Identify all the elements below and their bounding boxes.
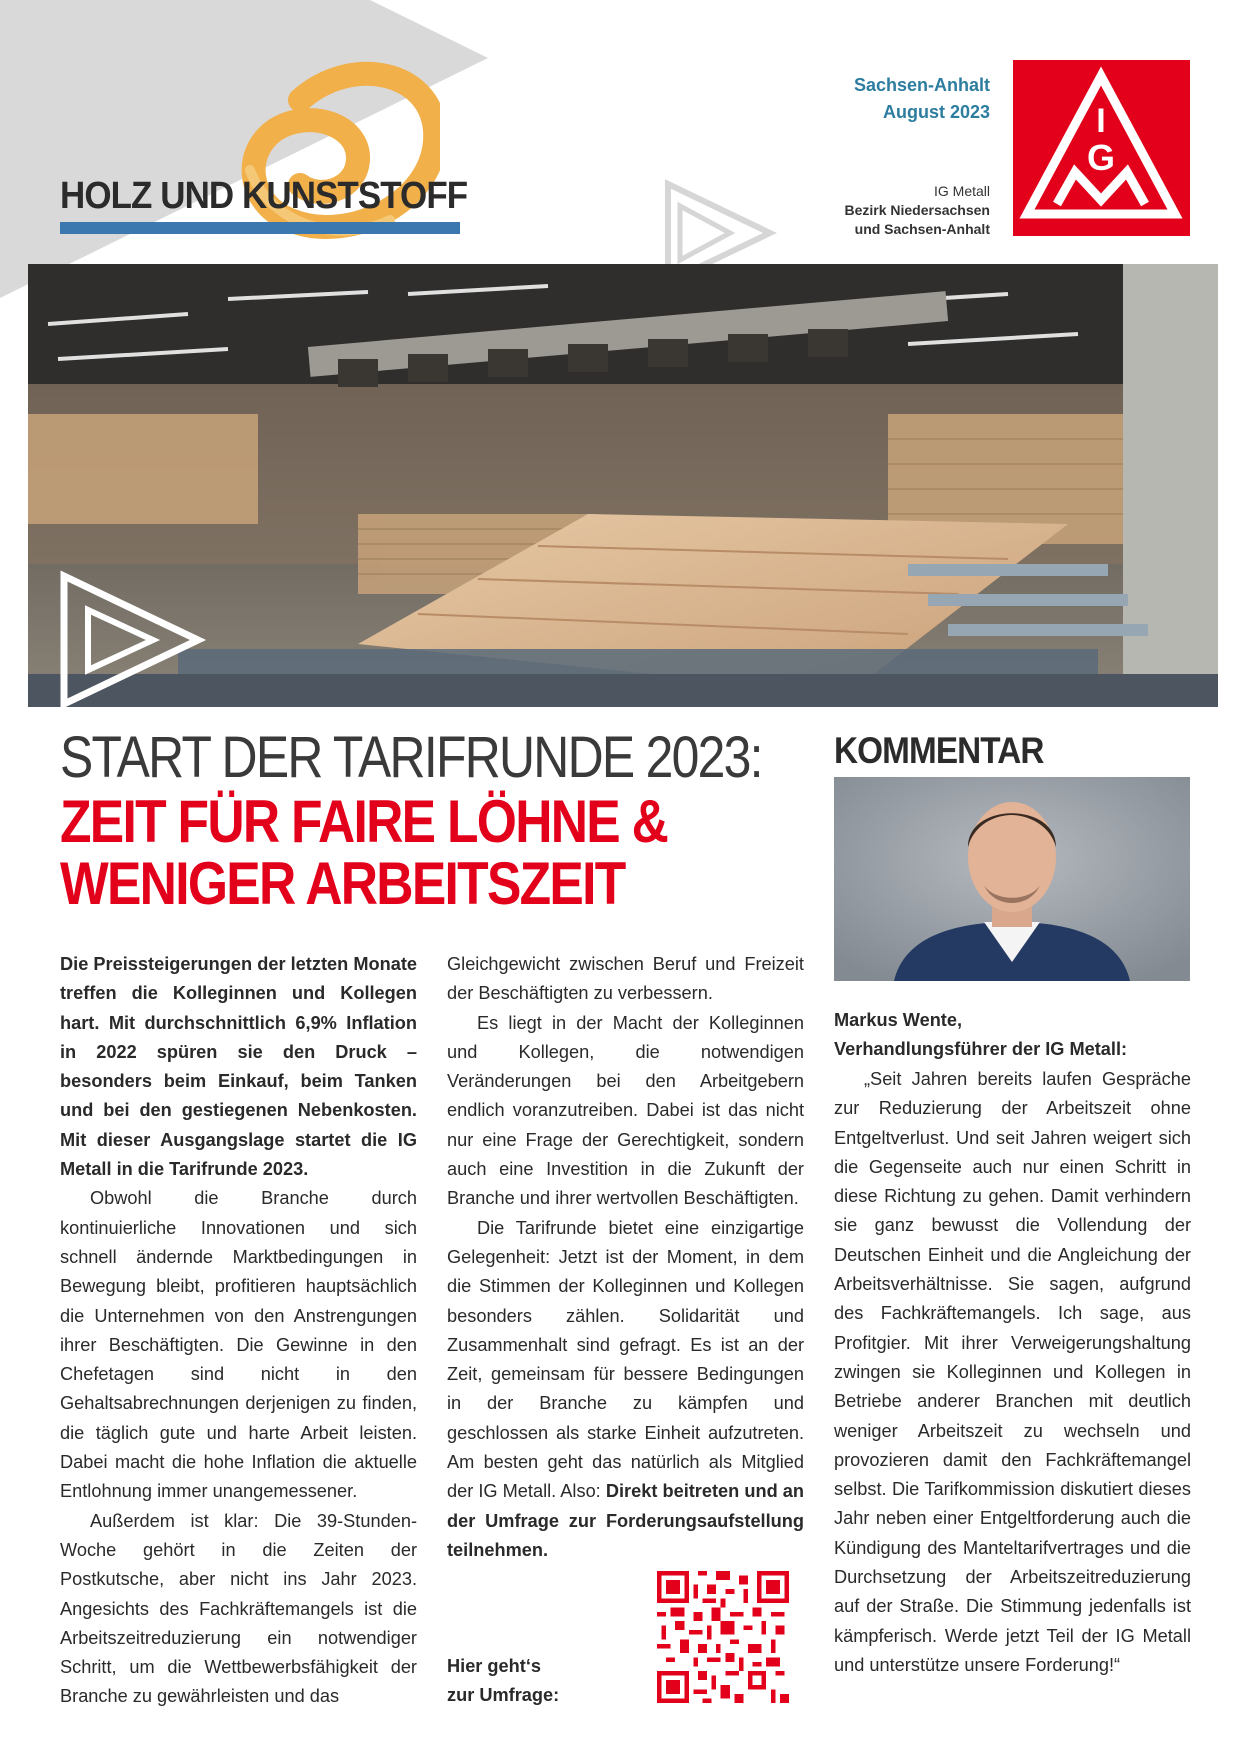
headline-kicker: START DER TARIFRUNDE 2023:: [60, 725, 762, 790]
play-arrow-icon-overlay: [58, 570, 208, 710]
district-info: [844, 182, 990, 239]
edition-region: Sachsen-Anhalt: [853, 75, 990, 95]
headline-main-line1: ZEIT FÜR FAIRE LÖHNE &: [60, 788, 668, 855]
qr-code-icon[interactable]: [657, 1571, 789, 1703]
district-org: IG Metall: [933, 183, 990, 199]
brand-title: HOLZ UND KUNSTSTOFF: [60, 175, 468, 217]
author-role: Verhandlungsführer der IG Metall:: [834, 1039, 1128, 1060]
author-portrait: [834, 777, 1190, 981]
survey-label-line1: Hier geht‘s: [447, 1656, 541, 1676]
edition-date: August 2023: [882, 102, 990, 122]
article-paragraph: Gleichgewicht zwischen Beruf und Freizeit der Beschäftigten zu verbessern.: [447, 954, 804, 1004]
author-byline: [834, 1006, 1127, 1065]
article-lead: Die Preissteigerungen der letzten Monate treffen die Kolleginnen und Kollegen hart. Mit durchschnittlich 6,9% Inflation in 2022 spüren sie den Druck – besonders beim Einkauf, beim Tanken und bei den gestiegenen Nebenkosten. Mit dieser Ausgangslage startet die IG Metall in die Tarifrunde 2023.: [60, 954, 417, 1180]
article-headline: [60, 725, 820, 915]
survey-label-line2: zur Umfrage:: [447, 1685, 560, 1705]
article-paragraph: Obwohl die Branche durch kontinuierliche Innovationen und sich schnell ändernde Marktbedingungen in Bewegung bleibt, profitieren hauptsächlich die Unternehmen von den Anstrengungen ihrer Beschäftigten. Die Gewinne in den Chefetagen sind nicht in den Gehaltsabrechnungen derjenigen zu finden, die täglich gute und harte Arbeit leisten. Dabei macht die hohe Inflation die aktuelle Entlohnung immer unangemessener.: [60, 1188, 417, 1502]
brand-underline: [60, 222, 460, 234]
article-paragraph: Außerdem ist klar: Die 39-Stunden-Woche gehört in die Zeiten der Postkutsche, aber nicht ins Jahr 2023. Angesichts des Fachkräftemangels ist die Arbeitszeitreduzierung ein notwendiger Schritt, um die Wettbewerbsfähigkeit der Branche zu gewährleisten und das: [60, 1510, 417, 1707]
commentary-text: „Seit Jahren bereits laufen Gespräche zur Reduzierung der Arbeitszeit ohne Entgeltverlust. Und seit Jahren weigert sich die Gegenseite auch nur einen Schritt in diese Richtung zu gehen. Damit verhindern sie ganz bewusst die Vollendung der Deutschen Einheit und die Angleichung der Arbeitsverhältnisse. Sie sagen, aufgrund des Fachkräftemangels. Ich sage, aus Profitgier. Mit ihrer Verweigerungshaltung zwingen sie Kolleginnen und Kollegen in Betriebe anderer Branchen mit deutlich weniger Arbeitszeit zu wechseln und provozieren damit den Fachkräftemangel selbst. Die Tarifkommission diskutiert dieses Jahr neben einer Entgeltforderung auch die Kündigung des Manteltarifvertrages und die Durchsetzung der Arbeitszeitreduzierung auf der Straße. Die Stimmung jedenfalls ist kämpferisch. Werde jetzt Teil der IG Metall und unterstütze unsere Forderung!“: [834, 1069, 1191, 1675]
article-column-2: [447, 950, 804, 1565]
district-name-line1: Bezirk Niedersachsen: [844, 202, 990, 218]
brand-logo: [60, 60, 470, 240]
igm-logo-letter-g: G: [1086, 137, 1116, 178]
edition-info: [854, 72, 990, 126]
article-paragraph: [447, 1214, 804, 1566]
commentary-title: KOMMENTAR: [834, 730, 1044, 771]
survey-label: [447, 1652, 559, 1710]
author-name: Markus Wente,: [834, 1010, 963, 1030]
igm-logo-letter-i: I: [1096, 102, 1106, 140]
article-paragraph-text: Die Tarifrunde bietet eine einzigartige Gelegenheit: Jetzt ist der Moment, in dem die Stimmen der Kolleginnen und Kollegen besonders zählen. Solidarität und Zusammenhalt sind gefragt. Es ist an der Zeit, gemeinsam für bessere Bedingungen in der Branche zu kämpfen und geschlossen als starke Einheit aufzutreten. Am besten geht das natürlich als Mitglied der IG Metall. Also:: [447, 1217, 804, 1502]
article-column-1: [60, 950, 417, 1712]
call-to-action: Direkt beitreten und an der Umfrage zur Forderungsaufstellung teilnehmen.: [447, 1481, 804, 1560]
commentary-column: [834, 1065, 1191, 1680]
igm-logo-icon: [1013, 60, 1190, 236]
article-paragraph: Es liegt in der Macht der Kolleginnen und Kollegen, die notwendigen Veränderungen bei den Arbeitgebern endlich voranzutreiben. Dabei ist das nicht nur eine Frage der Gerechtigkeit, sondern auch eine Investition in die Zukunft der Branche und ihrer wertvollen Beschäftigten.: [447, 1012, 804, 1209]
headline-main-line2: WENIGER ARBEITSZEIT: [60, 850, 625, 917]
district-name-line2: und Sachsen-Anhalt: [854, 221, 990, 237]
